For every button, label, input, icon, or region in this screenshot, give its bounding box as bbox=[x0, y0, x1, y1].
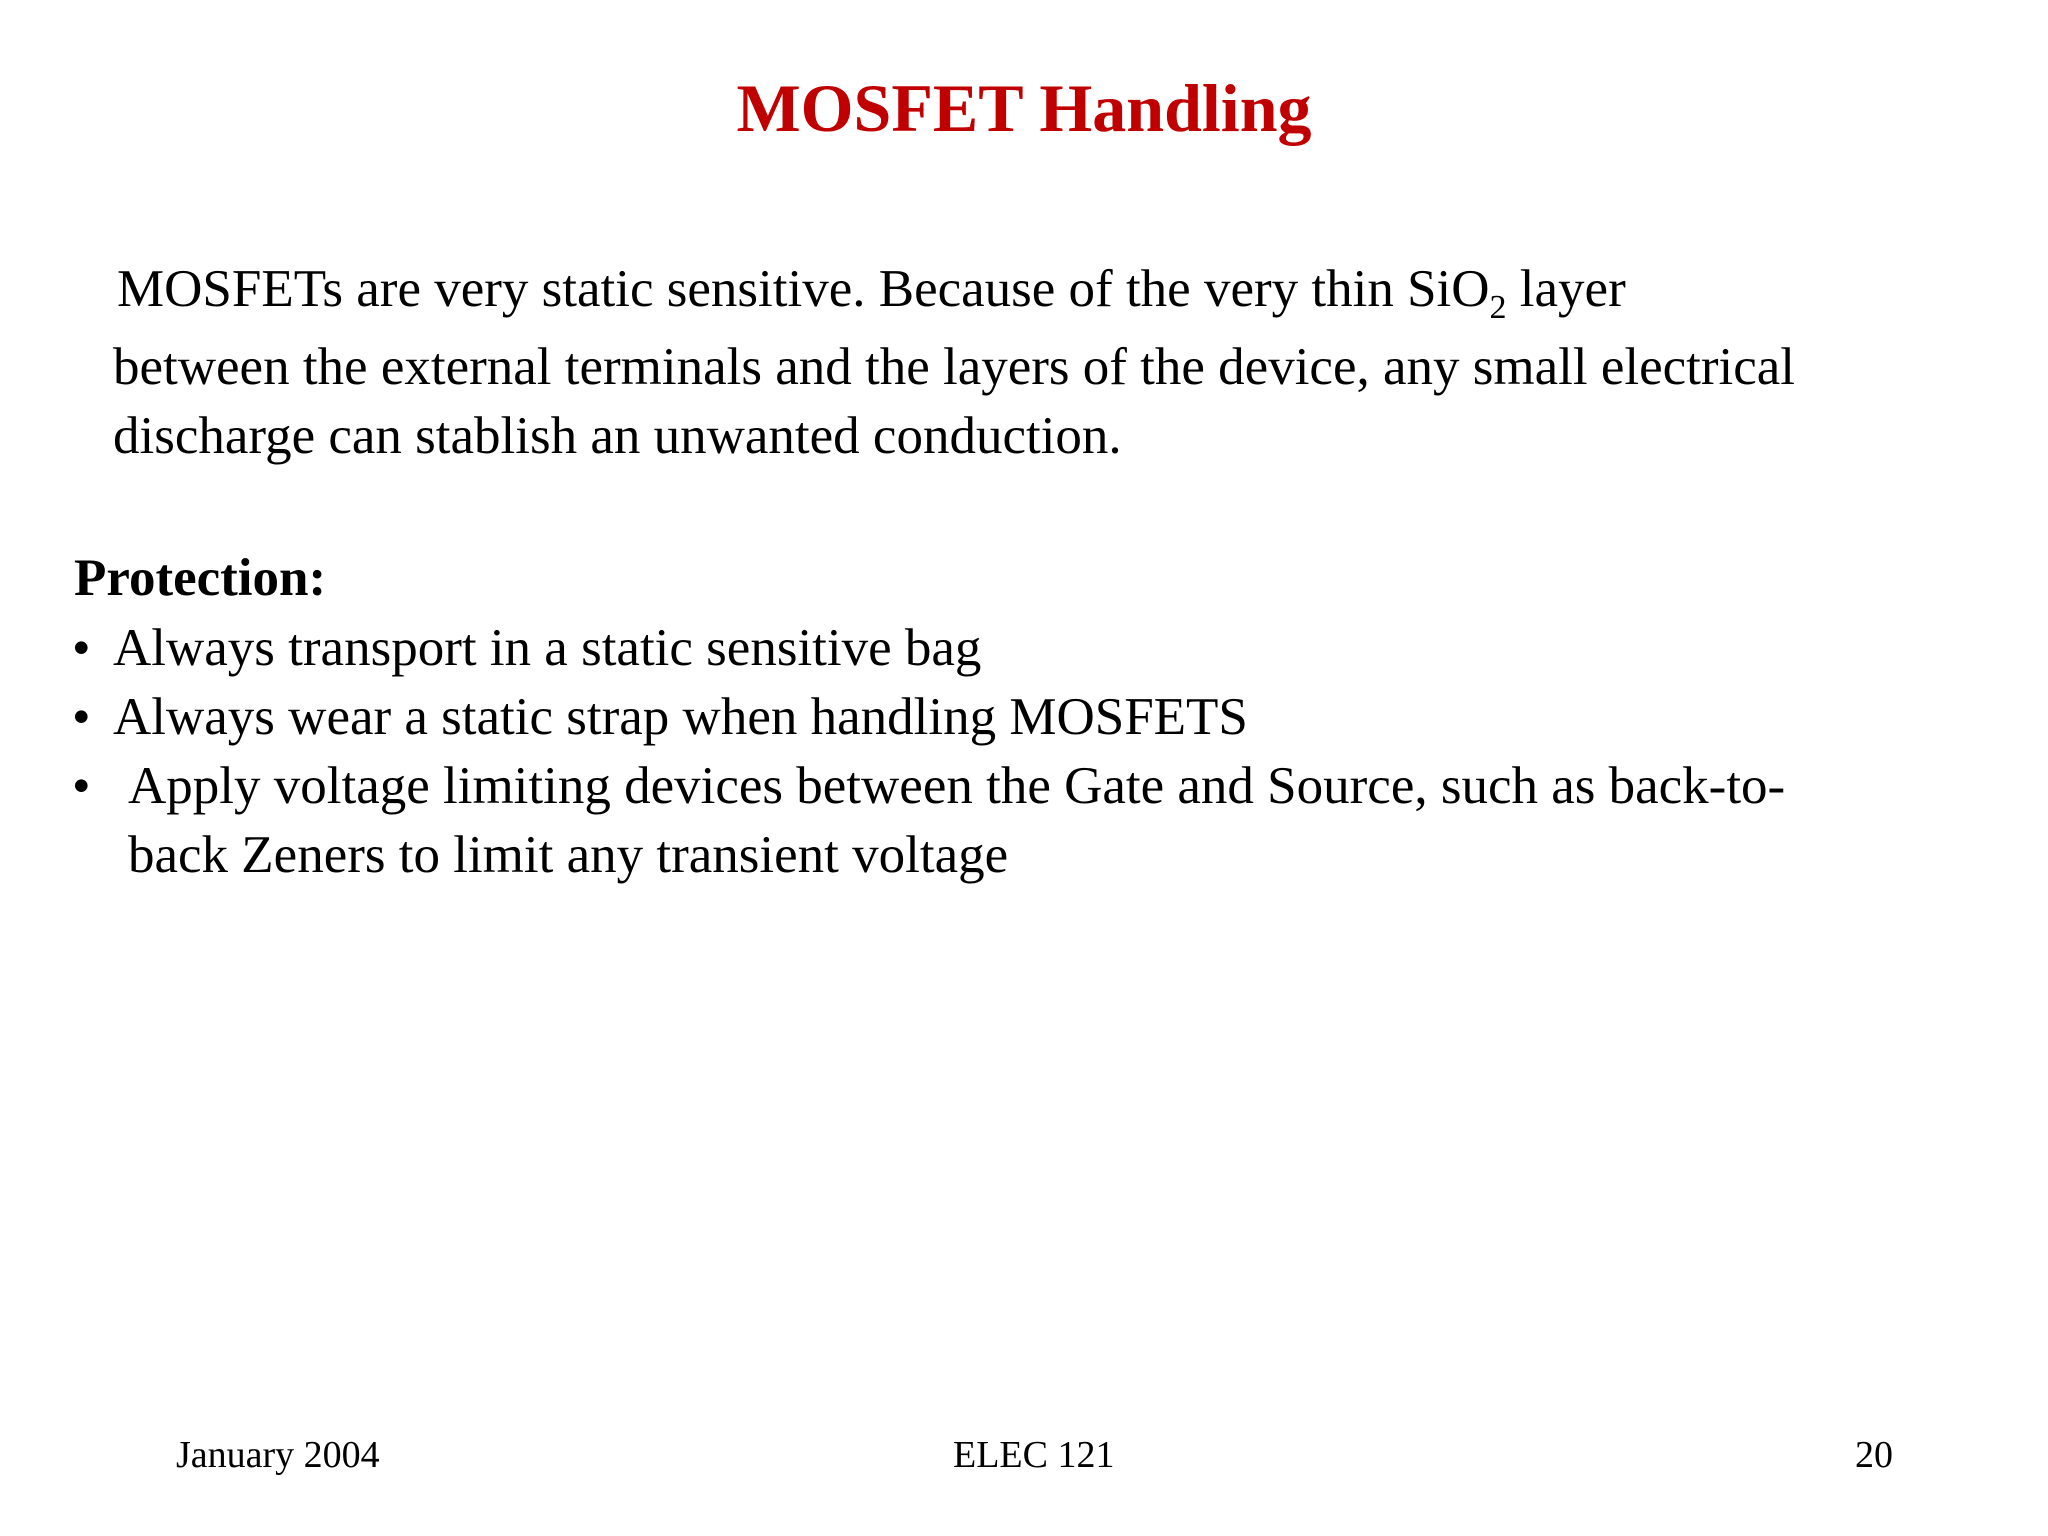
slide-title: MOSFET Handling bbox=[736, 70, 1312, 146]
bullet-item-3-continued: back Zeners to limit any transient voltage bbox=[128, 826, 1009, 884]
protection-heading: Protection: bbox=[74, 549, 327, 607]
bullet-item-1: Always transport in a static sensitive bag bbox=[113, 619, 982, 677]
intro-line-1 bbox=[117, 258, 1626, 326]
bullet-marker-3: • bbox=[72, 757, 91, 815]
footer-course: ELEC 121 bbox=[953, 1434, 1115, 1476]
intro-line-1-end: layer bbox=[1506, 260, 1626, 318]
footer-date: January 2004 bbox=[176, 1434, 380, 1476]
bullet-item-2: Always wear a static strap when handling MOSFETS bbox=[113, 688, 1248, 746]
footer-page-number: 20 bbox=[1855, 1434, 1893, 1476]
intro-line-3: discharge can stablish an unwanted conduction. bbox=[113, 407, 1122, 465]
intro-line-1-text: MOSFETs are very static sensitive. Because of the very thin SiO bbox=[117, 260, 1490, 318]
bullet-item-3: Apply voltage limiting devices between the Gate and Source, such as back-to- bbox=[128, 757, 1786, 815]
bullet-marker-2: • bbox=[72, 688, 91, 746]
bullet-marker-1: • bbox=[72, 619, 91, 677]
intro-line-2: between the external terminals and the layers of the device, any small electrical bbox=[113, 338, 1795, 396]
intro-subscript: 2 bbox=[1489, 289, 1507, 326]
